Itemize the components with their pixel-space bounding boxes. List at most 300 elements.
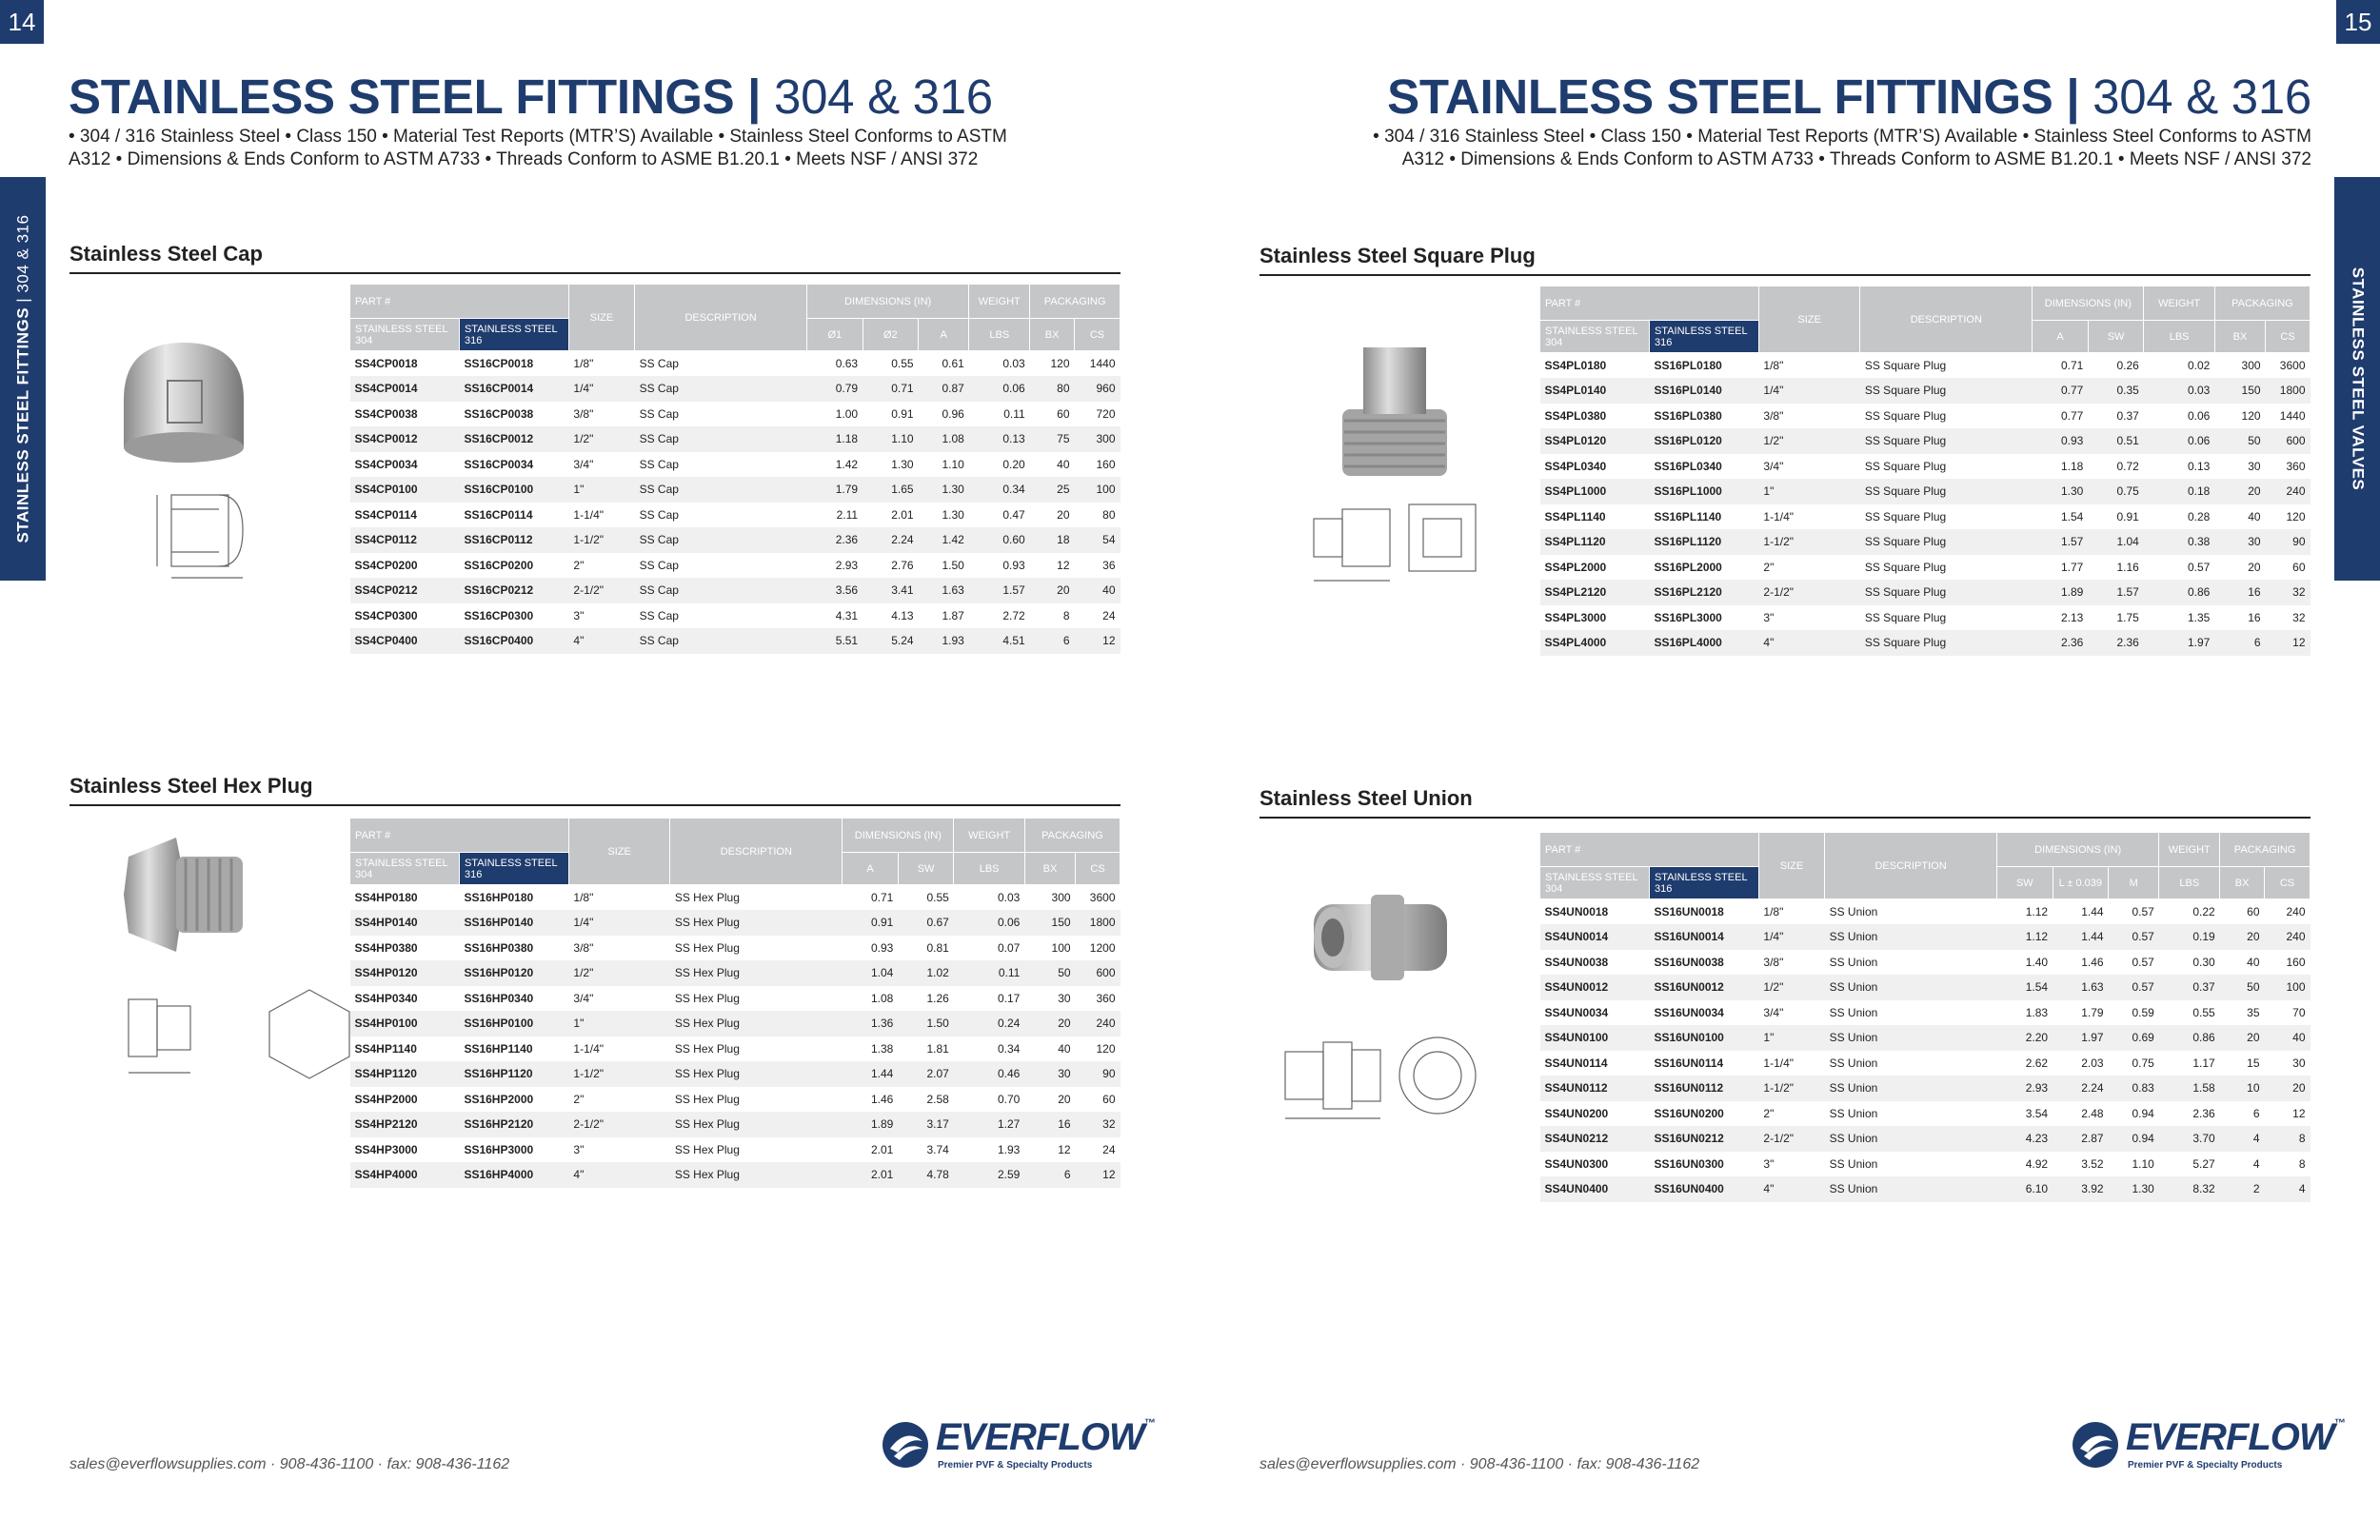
description-header: DESCRIPTION [635, 285, 807, 351]
cs-header: CS [1075, 319, 1121, 351]
dimension-cell: 0.75 [2132, 1056, 2154, 1070]
dimension-cell: 4.13 [891, 608, 914, 622]
dimension-cell: 1.08 [870, 991, 894, 1005]
table-row [350, 1112, 1121, 1137]
dimension-cell: 2.93 [1997, 1076, 2053, 1101]
weight-cell: 0.03 [1002, 357, 1025, 370]
part-316-cell: SS16PL1120 [1649, 529, 1758, 555]
description-cell: SS Cap [639, 558, 679, 572]
cs-cell: 54 [1075, 527, 1121, 553]
dimension-cell: 1.44 [843, 1061, 899, 1087]
description-cell: SS Union [1829, 1056, 1878, 1070]
cs-cell: 1200 [1089, 940, 1116, 955]
description-cell: SS Cap [635, 477, 807, 503]
subtitle-line1-left: • 304 / 316 Stainless Steel • Class 150 • Material Test Reports (MTR’S) Available • Stainless Steel Conforms to ASTM [69, 127, 1007, 147]
dimension-cell: 3.54 [2025, 1106, 2049, 1120]
bx-cell: 20 [2220, 924, 2265, 950]
dimension-cell: 4.23 [1997, 1126, 2053, 1152]
part-316-cell: SS16CP0200 [464, 558, 534, 572]
part-316-cell: SS16PL0340 [1654, 459, 1722, 473]
part-304-cell: SS4PL1140 [1544, 509, 1606, 523]
dimension-cell: 1.54 [1997, 975, 2053, 1000]
table-row [1540, 630, 2311, 656]
subtitle-line1-right: • 304 / 316 Stainless Steel • Class 150 • Material Test Reports (MTR’S) Available • Stainless Steel Conforms to ASTM [1373, 127, 2311, 147]
dimension-cell: 0.83 [2109, 1076, 2159, 1101]
title-light-right: 304 & 316 [2092, 69, 2311, 124]
weight-cell: 0.13 [969, 426, 1030, 452]
ss304-header: STAINLESS STEEL 304 [1540, 867, 1650, 899]
part-316-cell: SS16PL0180 [1654, 359, 1722, 372]
table-row [1540, 504, 2311, 530]
size-cell: 1/4" [568, 910, 669, 936]
dimension-cell: 1.30 [942, 507, 964, 522]
size-cell: 4" [568, 628, 634, 654]
dimension-cell: 1.63 [2053, 975, 2109, 1000]
dimension-cell: 1.10 [942, 457, 964, 471]
lbs-header: LBS [954, 853, 1025, 885]
dimension-cell: 0.96 [942, 406, 964, 421]
bx-cell: 25 [1030, 477, 1075, 503]
size-cell: 1" [568, 1011, 669, 1037]
part-316-cell: SS16HP0140 [459, 910, 568, 936]
part-304-cell: SS4CP0038 [354, 406, 418, 421]
cs-cell: 120 [2286, 509, 2306, 523]
table-row [350, 527, 1121, 553]
title-bold-right: STAINLESS STEEL FITTINGS | [1387, 69, 2093, 124]
bx-header: BX [2214, 321, 2265, 353]
header-row [1540, 833, 2311, 867]
cs-cell: 90 [1076, 1061, 1121, 1087]
table-row [1540, 378, 2311, 404]
table-row [350, 960, 1121, 986]
dimension-cell: 0.71 [863, 376, 919, 402]
bx-cell: 60 [1057, 406, 1070, 421]
table-row [350, 1037, 1121, 1062]
cs-cell: 960 [1075, 376, 1121, 402]
brand-part-b: FLOW [1035, 1416, 1144, 1458]
part-316-cell: SS16UN0014 [1649, 924, 1758, 950]
bx-cell: 12 [1057, 558, 1070, 572]
part-number-header: PART # [1540, 833, 1759, 867]
table-row [1540, 1000, 2311, 1026]
part-number-header: PART # [350, 819, 569, 853]
dimension-cell: 0.72 [2116, 459, 2139, 473]
table-row [1540, 1025, 2311, 1051]
dimension-cell: 1.87 [942, 608, 964, 622]
dimension-cell: 1.18 [2060, 459, 2084, 473]
dimension-cell: 0.93 [2033, 428, 2089, 454]
description-cell: SS Union [1825, 1025, 1997, 1051]
dimension-cell: 1.36 [843, 1011, 899, 1037]
part-316-cell: SS16HP0180 [464, 891, 534, 904]
dimension-cell: 1.44 [2081, 905, 2104, 918]
packaging-header: PACKAGING [2214, 286, 2310, 321]
bx-cell: 50 [1024, 960, 1075, 986]
table-row [1540, 899, 2311, 925]
dimension-cell: 0.37 [2116, 408, 2139, 423]
description-cell: SS Union [1829, 905, 1878, 918]
dimension-cell: 4.31 [835, 608, 859, 622]
cs-cell: 32 [1076, 1112, 1121, 1137]
description-cell: SS Union [1825, 975, 1997, 1000]
part-304-cell: SS4PL3000 [1544, 610, 1607, 624]
part-304-cell: SS4HP0120 [350, 960, 460, 986]
dimension-cell: 0.94 [2109, 1126, 2159, 1152]
bx-header: BX [2220, 867, 2265, 899]
dimension-cell: 0.63 [835, 357, 859, 370]
weight-cell: 0.47 [1002, 507, 1025, 522]
weight-cell: 0.06 [2188, 408, 2211, 423]
cs-cell: 300 [1075, 426, 1121, 452]
bx-cell: 16 [2214, 580, 2265, 605]
weight-cell: 1.27 [954, 1112, 1025, 1137]
size-cell: 2" [1763, 1106, 1775, 1120]
part-316-cell: SS16UN0012 [1649, 975, 1758, 1000]
bx-cell: 16 [2248, 610, 2261, 624]
size-cell: 1/4" [1758, 378, 1859, 404]
description-cell: SS Hex Plug [670, 1112, 843, 1137]
dimension-cell: 1.04 [843, 960, 899, 986]
dimension-cell: 2.03 [2081, 1056, 2104, 1070]
weight-cell: 0.03 [2144, 378, 2215, 404]
size-cell: 3/4" [573, 991, 594, 1005]
size-cell: 3/8" [1763, 955, 1784, 969]
weight-cell: 0.07 [998, 940, 1021, 955]
part-304-cell: SS4UN0100 [1540, 1025, 1650, 1051]
table-row [1540, 428, 2311, 454]
size-cell: 4" [1758, 1176, 1824, 1202]
description-cell: SS Union [1825, 1176, 1997, 1202]
part-304-cell: SS4HP0100 [350, 1011, 460, 1037]
description-cell: SS Union [1825, 1076, 1997, 1101]
bx-cell: 120 [2241, 408, 2261, 423]
size-header: SIZE [1758, 833, 1824, 899]
part-304-cell: SS4PL1000 [1540, 479, 1650, 504]
bx-cell: 2 [2220, 1176, 2265, 1202]
part-304-cell: SS4CP0300 [354, 608, 418, 622]
everflow-swirl-icon [2071, 1420, 2120, 1470]
cs-cell: 12 [1075, 628, 1121, 654]
description-cell: SS Hex Plug [674, 991, 740, 1005]
part-316-cell: SS16CP0212 [459, 578, 568, 603]
weight-cell: 0.30 [2192, 955, 2215, 969]
size-cell: 3/8" [573, 406, 594, 421]
bx-cell: 75 [1030, 426, 1075, 452]
part-316-cell: SS16PL1140 [1654, 509, 1722, 523]
dimension-cell: 0.61 [942, 357, 964, 370]
side-tab-right-label: STAINLESS STEEL VALVES [2349, 267, 2367, 491]
weight-cell: 1.35 [2188, 610, 2211, 624]
dimension-cell: 1.40 [2025, 955, 2049, 969]
cs-cell: 20 [2265, 1076, 2311, 1101]
cap-photo [112, 333, 255, 476]
weight-cell: 0.02 [2188, 359, 2211, 372]
part-316-cell: SS16CP0300 [464, 608, 534, 622]
dimension-col-header: Ø1 [807, 319, 863, 351]
dimension-cell: 3.17 [898, 1112, 954, 1137]
section-title-hex: Stainless Steel Hex Plug [69, 774, 1121, 806]
size-cell: 1-1/4" [1763, 509, 1795, 523]
dimension-cell: 1.26 [926, 991, 949, 1005]
part-316-cell: SS16UN0112 [1649, 1076, 1758, 1101]
cs-cell: 40 [2265, 1025, 2311, 1051]
description-cell: SS Cap [639, 357, 679, 370]
cs-cell: 70 [2292, 1005, 2306, 1019]
dimension-cell: 1.75 [2116, 610, 2139, 624]
ss316-header: STAINLESS STEEL 316 [1649, 321, 1758, 353]
dimension-cell: 2.01 [891, 507, 914, 522]
cs-cell: 90 [2266, 529, 2311, 555]
description-cell: SS Square Plug [1864, 459, 1947, 473]
side-tab-left [0, 177, 46, 581]
part-316-cell: SS16PL2000 [1654, 560, 1722, 574]
dimension-cell: 0.93 [870, 940, 894, 955]
weight-cell: 0.17 [998, 991, 1021, 1005]
size-cell: 1/4" [1758, 924, 1824, 950]
table-row [350, 402, 1121, 427]
table-row [1540, 1152, 2311, 1177]
weight-cell: 0.57 [2188, 560, 2211, 574]
dimension-cell: 1.46 [870, 1092, 894, 1106]
size-cell: 1/8" [573, 891, 594, 904]
table-row [350, 1011, 1121, 1037]
dimension-cell: 3.92 [2053, 1176, 2109, 1202]
part-316-cell: SS16UN0212 [1649, 1126, 1758, 1152]
dimension-cell: 1.42 [835, 457, 859, 471]
dimension-col-header: A [919, 319, 969, 351]
description-cell: SS Square Plug [1860, 428, 2033, 454]
section-title-union: Stainless Steel Union [1259, 786, 2311, 819]
ss316-header: STAINLESS STEEL 316 [1649, 867, 1758, 899]
cs-cell: 120 [1096, 1041, 1116, 1056]
everflow-tagline: Premier PVF & Specialty Products [2128, 1460, 2283, 1471]
dimension-cell: 1.97 [2053, 1025, 2109, 1051]
cs-cell: 360 [1096, 991, 1116, 1005]
size-header: SIZE [568, 285, 634, 351]
size-cell: 1/8" [1763, 359, 1784, 372]
bx-cell: 30 [1024, 1061, 1075, 1087]
part-304-cell: SS4HP2120 [350, 1112, 460, 1137]
dimension-cell: 5.24 [863, 628, 919, 654]
bx-cell: 30 [2248, 459, 2261, 473]
size-cell: 1/8" [1763, 905, 1784, 918]
size-cell: 2" [573, 558, 585, 572]
part-316-cell: SS16UN0400 [1649, 1176, 1758, 1202]
description-cell: SS Cap [639, 608, 679, 622]
bx-cell: 120 [1050, 357, 1070, 370]
dimension-col-header: SW [1997, 867, 2053, 899]
dimension-cell: 4.92 [2025, 1156, 2049, 1171]
cs-cell: 32 [2266, 580, 2311, 605]
cs-cell: 8 [2298, 1156, 2306, 1171]
part-316-cell: SS16PL0380 [1654, 408, 1722, 423]
hex-plug-photo [119, 828, 252, 961]
weight-header: WEIGHT [969, 285, 1030, 319]
part-316-cell: SS16CP0112 [459, 527, 568, 553]
union-drawing [1266, 1023, 1485, 1128]
cs-cell: 60 [2292, 560, 2306, 574]
cs-cell: 32 [2292, 610, 2306, 624]
size-cell: 1-1/4" [573, 1041, 605, 1056]
bx-cell: 16 [1024, 1112, 1075, 1137]
dimension-cell: 2.93 [835, 558, 859, 572]
dimension-col-header: A [843, 853, 899, 885]
side-tab-left-light: 304 & 316 [13, 214, 31, 293]
lbs-header: LBS [2144, 321, 2215, 353]
part-number-header: PART # [1540, 286, 1759, 321]
weight-cell: 0.86 [2144, 580, 2215, 605]
part-304-cell: SS4UN0114 [1544, 1056, 1608, 1070]
part-316-cell: SS16HP2000 [464, 1092, 534, 1106]
dimension-cell: 1.79 [807, 477, 863, 503]
table-row [350, 477, 1121, 503]
dimension-col-header: M [2109, 867, 2159, 899]
description-cell: SS Hex Plug [674, 1041, 740, 1056]
brand-tm: ™ [2333, 1416, 2345, 1430]
weight-cell: 0.34 [998, 1041, 1021, 1056]
bx-cell: 20 [2220, 1025, 2265, 1051]
description-cell: SS Hex Plug [670, 910, 843, 936]
cs-cell: 720 [1096, 406, 1116, 421]
cs-cell: 24 [1102, 1142, 1116, 1156]
bx-cell: 8 [1062, 608, 1070, 622]
dimension-cell: 1.30 [2109, 1176, 2159, 1202]
size-cell: 2" [1763, 560, 1775, 574]
cs-cell: 1440 [2279, 408, 2306, 423]
dimension-cell: 2.11 [836, 507, 859, 522]
table-union [1539, 832, 2311, 1202]
dimension-cell: 0.59 [2132, 1005, 2154, 1019]
weight-cell: 2.72 [1002, 608, 1025, 622]
dimension-col-header: L ± 0.039 [2053, 867, 2109, 899]
description-cell: SS Cap [635, 426, 807, 452]
part-316-cell: SS16CP0038 [464, 406, 534, 421]
description-cell: SS Hex Plug [670, 1061, 843, 1087]
part-316-cell: SS16PL1000 [1649, 479, 1758, 504]
part-316-cell: SS16CP0400 [459, 628, 568, 654]
weight-cell: 0.22 [2192, 905, 2215, 918]
dimension-cell: 0.77 [2060, 408, 2084, 423]
bx-cell: 20 [1057, 507, 1070, 522]
part-304-cell: SS4CP0400 [350, 628, 460, 654]
dimension-cell: 1.50 [942, 558, 964, 572]
weight-cell: 0.19 [2159, 924, 2220, 950]
dimension-cell: 0.55 [891, 357, 914, 370]
cs-cell: 1440 [1089, 357, 1116, 370]
part-316-cell: SS16CP0100 [459, 477, 568, 503]
everflow-logo-right [2071, 1416, 2345, 1473]
cs-cell: 100 [1075, 477, 1121, 503]
description-header: DESCRIPTION [670, 819, 843, 885]
part-316-cell: SS16PL0140 [1649, 378, 1758, 404]
dimension-cell: 0.94 [2132, 1106, 2154, 1120]
cs-header: CS [2265, 867, 2311, 899]
weight-cell: 0.34 [969, 477, 1030, 503]
size-cell: 1" [1758, 1025, 1824, 1051]
dimension-cell: 1.57 [2033, 529, 2089, 555]
bx-cell: 50 [2214, 428, 2265, 454]
table-row [350, 578, 1121, 603]
weight-cell: 4.51 [969, 628, 1030, 654]
description-cell: SS Hex Plug [670, 1162, 843, 1188]
weight-header: WEIGHT [2144, 286, 2215, 321]
dimension-col-header: Ø2 [863, 319, 919, 351]
description-cell: SS Cap [639, 457, 679, 471]
table-row [350, 1061, 1121, 1087]
cs-cell: 3600 [2279, 359, 2306, 372]
hex-plug-end-view [262, 985, 357, 1090]
description-cell: SS Cap [639, 507, 679, 522]
size-cell: 1-1/2" [568, 527, 634, 553]
bx-cell: 12 [1058, 1142, 1071, 1156]
bx-cell: 6 [1024, 1162, 1075, 1188]
description-cell: SS Hex Plug [670, 960, 843, 986]
table-row [350, 452, 1121, 478]
part-316-cell: SS16CP0114 [464, 507, 533, 522]
bx-cell: 50 [2220, 975, 2265, 1000]
weight-cell: 1.97 [2144, 630, 2215, 656]
ss316-header: STAINLESS STEEL 316 [459, 319, 568, 351]
title-light-left: 304 & 316 [774, 69, 993, 124]
part-316-cell: SS16UN0038 [1654, 955, 1724, 969]
size-cell: 1" [1758, 479, 1859, 504]
part-304-cell: SS4UN0034 [1544, 1005, 1609, 1019]
part-316-cell: SS16UN0300 [1654, 1156, 1724, 1171]
bx-cell: 6 [1030, 628, 1075, 654]
weight-cell: 1.17 [2192, 1056, 2215, 1070]
table-row [350, 910, 1121, 936]
packaging-header: PACKAGING [2220, 833, 2311, 867]
cs-cell: 100 [2265, 975, 2311, 1000]
ss304-header: STAINLESS STEEL 304 [350, 319, 460, 351]
table-row [350, 986, 1121, 1012]
size-cell: 2-1/2" [1758, 1126, 1824, 1152]
description-cell: SS Cap [635, 578, 807, 603]
cs-cell: 160 [2286, 955, 2306, 969]
bx-cell: 6 [2252, 1106, 2260, 1120]
dimension-cell: 1.30 [891, 457, 914, 471]
cs-cell: 600 [1076, 960, 1121, 986]
part-304-cell: SS4PL0380 [1544, 408, 1607, 423]
weight-cell: 0.06 [969, 376, 1030, 402]
size-cell: 1-1/4" [573, 507, 605, 522]
part-304-cell: SS4CP0114 [354, 507, 417, 522]
cs-cell: 30 [2292, 1056, 2306, 1070]
bx-cell: 4 [2252, 1156, 2260, 1171]
dimension-cell: 2.01 [870, 1142, 894, 1156]
bx-cell: 40 [1058, 1041, 1071, 1056]
part-304-cell: SS4HP1120 [350, 1061, 460, 1087]
dimension-cell: 5.51 [807, 628, 863, 654]
square-plug-drawing [1304, 495, 1485, 590]
cs-cell: 240 [2286, 905, 2306, 918]
size-cell: 1-1/4" [1763, 1056, 1795, 1070]
weight-cell: 0.06 [954, 910, 1025, 936]
part-304-cell: SS4CP0112 [350, 527, 460, 553]
lbs-header: LBS [969, 319, 1030, 351]
size-cell: 1-1/2" [568, 1061, 669, 1087]
part-304-cell: SS4HP0380 [354, 940, 418, 955]
dimension-cell: 6.10 [1997, 1176, 2053, 1202]
side-tab-left-sep: | [13, 292, 31, 307]
cs-cell: 3600 [1089, 891, 1116, 904]
weight-cell: 0.20 [1002, 457, 1025, 471]
lbs-header: LBS [2159, 867, 2220, 899]
cs-cell: 4 [2265, 1176, 2311, 1202]
dimension-cell: 2.87 [2053, 1126, 2109, 1152]
table-row [1540, 924, 2311, 950]
weight-cell: 0.60 [969, 527, 1030, 553]
